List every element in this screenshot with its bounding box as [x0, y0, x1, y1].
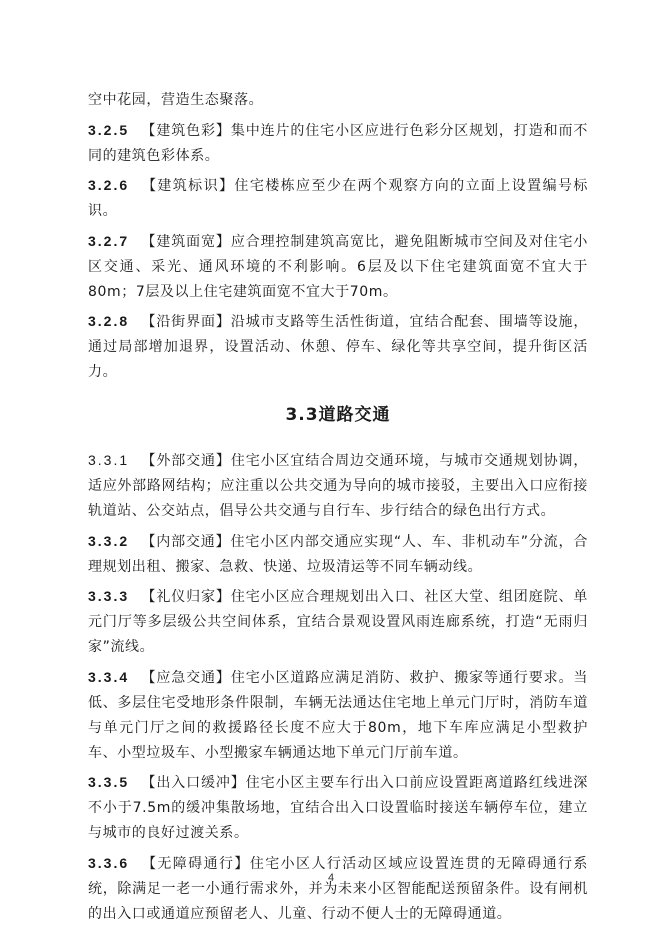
section-3-3-clauses — [88, 448, 588, 927]
clause-3-3-1 — [88, 448, 588, 524]
clause-text: 住宅小区道路应满足消防、救护、搬家等通行要求。当低、多层住宅受地形条件限制，车辆无法通达住宅地上单元门厅时，消防车道与单元门厅之间的救援路径长度不应大于80m，地下车库应满足小型救护车、小型垃圾车、小型搬家车辆通达地下单元门厅前车道。 — [88, 669, 589, 761]
clause-term: 【无障碍通行】 — [141, 855, 250, 872]
clause-3-2-7 — [88, 229, 588, 305]
clause-3-3-2 — [88, 529, 588, 580]
clause-3-3-3 — [88, 584, 588, 660]
clause-text: 住宅小区宜结合周边交通环境，与城市交通规划协调，适应外部路网结构；应注重以公共交通为导向的城市接驳，主要出入口应衔接轨道站、公交站点，倡导公共交通与自行车、步行结合的绿色出行方式。 — [88, 453, 588, 519]
page-number: 4 — [327, 872, 335, 884]
clause-3-2-8 — [88, 309, 588, 385]
section-3-2-clauses — [88, 118, 588, 386]
clause-number: 3.3.5 — [88, 774, 130, 790]
clause-term: 【应急交通】 — [141, 669, 231, 686]
clause-text: 住宅小区内部交通应实现“人、车、非机动车”分流，合理规划出租、搬家、急救、快递、垃圾清运等不同车辆动线。 — [88, 533, 588, 575]
page-content — [88, 88, 588, 931]
clause-text: 住宅楼栋应至少在两个观察方向的立面上设置编号标识。 — [88, 178, 588, 219]
clause-text: 集中连片的住宅小区应进行色彩分区规划，打造和而不同的建筑色彩体系。 — [88, 122, 588, 164]
clause-number: 3.3.4 — [88, 668, 130, 685]
clause-3-3-4 — [88, 665, 588, 766]
clause-3-3-5 — [88, 770, 588, 846]
clause-term: 【外部交通】 — [141, 453, 231, 469]
clause-3-2-6 — [88, 173, 588, 224]
clause-number: 3.3.1 — [88, 452, 130, 468]
clause-number: 3.2.6 — [88, 177, 130, 193]
clause-term: 【建筑色彩】 — [141, 122, 231, 139]
clause-term: 【出入口缓冲】 — [141, 775, 246, 791]
clause-text: 沿城市支路等生活性街道，宜结合配套、围墙等设施，通过局部增加退界，设置活动、休憩、停车、绿化等共享空间，提升街区活力。 — [88, 314, 588, 380]
clause-term: 【建筑标识】 — [141, 178, 235, 194]
clause-term: 【内部交通】 — [141, 533, 231, 550]
clause-3-3-6 — [88, 851, 588, 927]
section-heading: 3.3道路交通 — [285, 405, 391, 425]
clause-number: 3.3.2 — [88, 532, 130, 549]
clause-number: 3.2.5 — [88, 121, 130, 138]
clause-text: 住宅小区主要车行出入口前应设置距离道路红线进深不小于7.5m的缓冲集散场地，宜结合出入口设置临时接送车辆停车位，建立与城市的良好过渡关系。 — [88, 775, 588, 841]
clause-number: 3.3.3 — [88, 588, 130, 604]
intro-line: 空中花园，营造生态聚落。 — [88, 92, 264, 108]
clause-3-2-5 — [88, 118, 588, 169]
clause-term: 【沿街界面】 — [141, 314, 231, 330]
clause-number: 3.2.7 — [88, 232, 130, 249]
clause-term: 【建筑面宽】 — [141, 233, 231, 250]
clause-text: 应合理控制建筑高宽比，避免阻断城市空间及对住宅小区交通、采光、通风环境的不利影响。6层及以下住宅建筑面宽不宜大于80m；7层及以上住宅建筑面宽不宜大于70m。 — [88, 233, 588, 300]
clause-number: 3.2.8 — [88, 313, 130, 329]
clause-text: 住宅小区应合理规划出入口、社区大堂、组团庭院、单元门厅等多层级公共空间体系，宜结合景观设置风雨连廊系统，打造“无雨归家”流线。 — [88, 589, 588, 655]
clause-text: 住宅小区人行活动区域应设置连贯的无障碍通行系统，除满足一老一小通行需求外，并为未来小区智能配送预留条件。设有闸机的出入口或通道应预留老人、儿童、行动不便人士的无障碍通道。 — [88, 855, 588, 922]
clause-number: 3.3.6 — [88, 854, 130, 871]
clause-term: 【礼仪归家】 — [141, 589, 231, 605]
